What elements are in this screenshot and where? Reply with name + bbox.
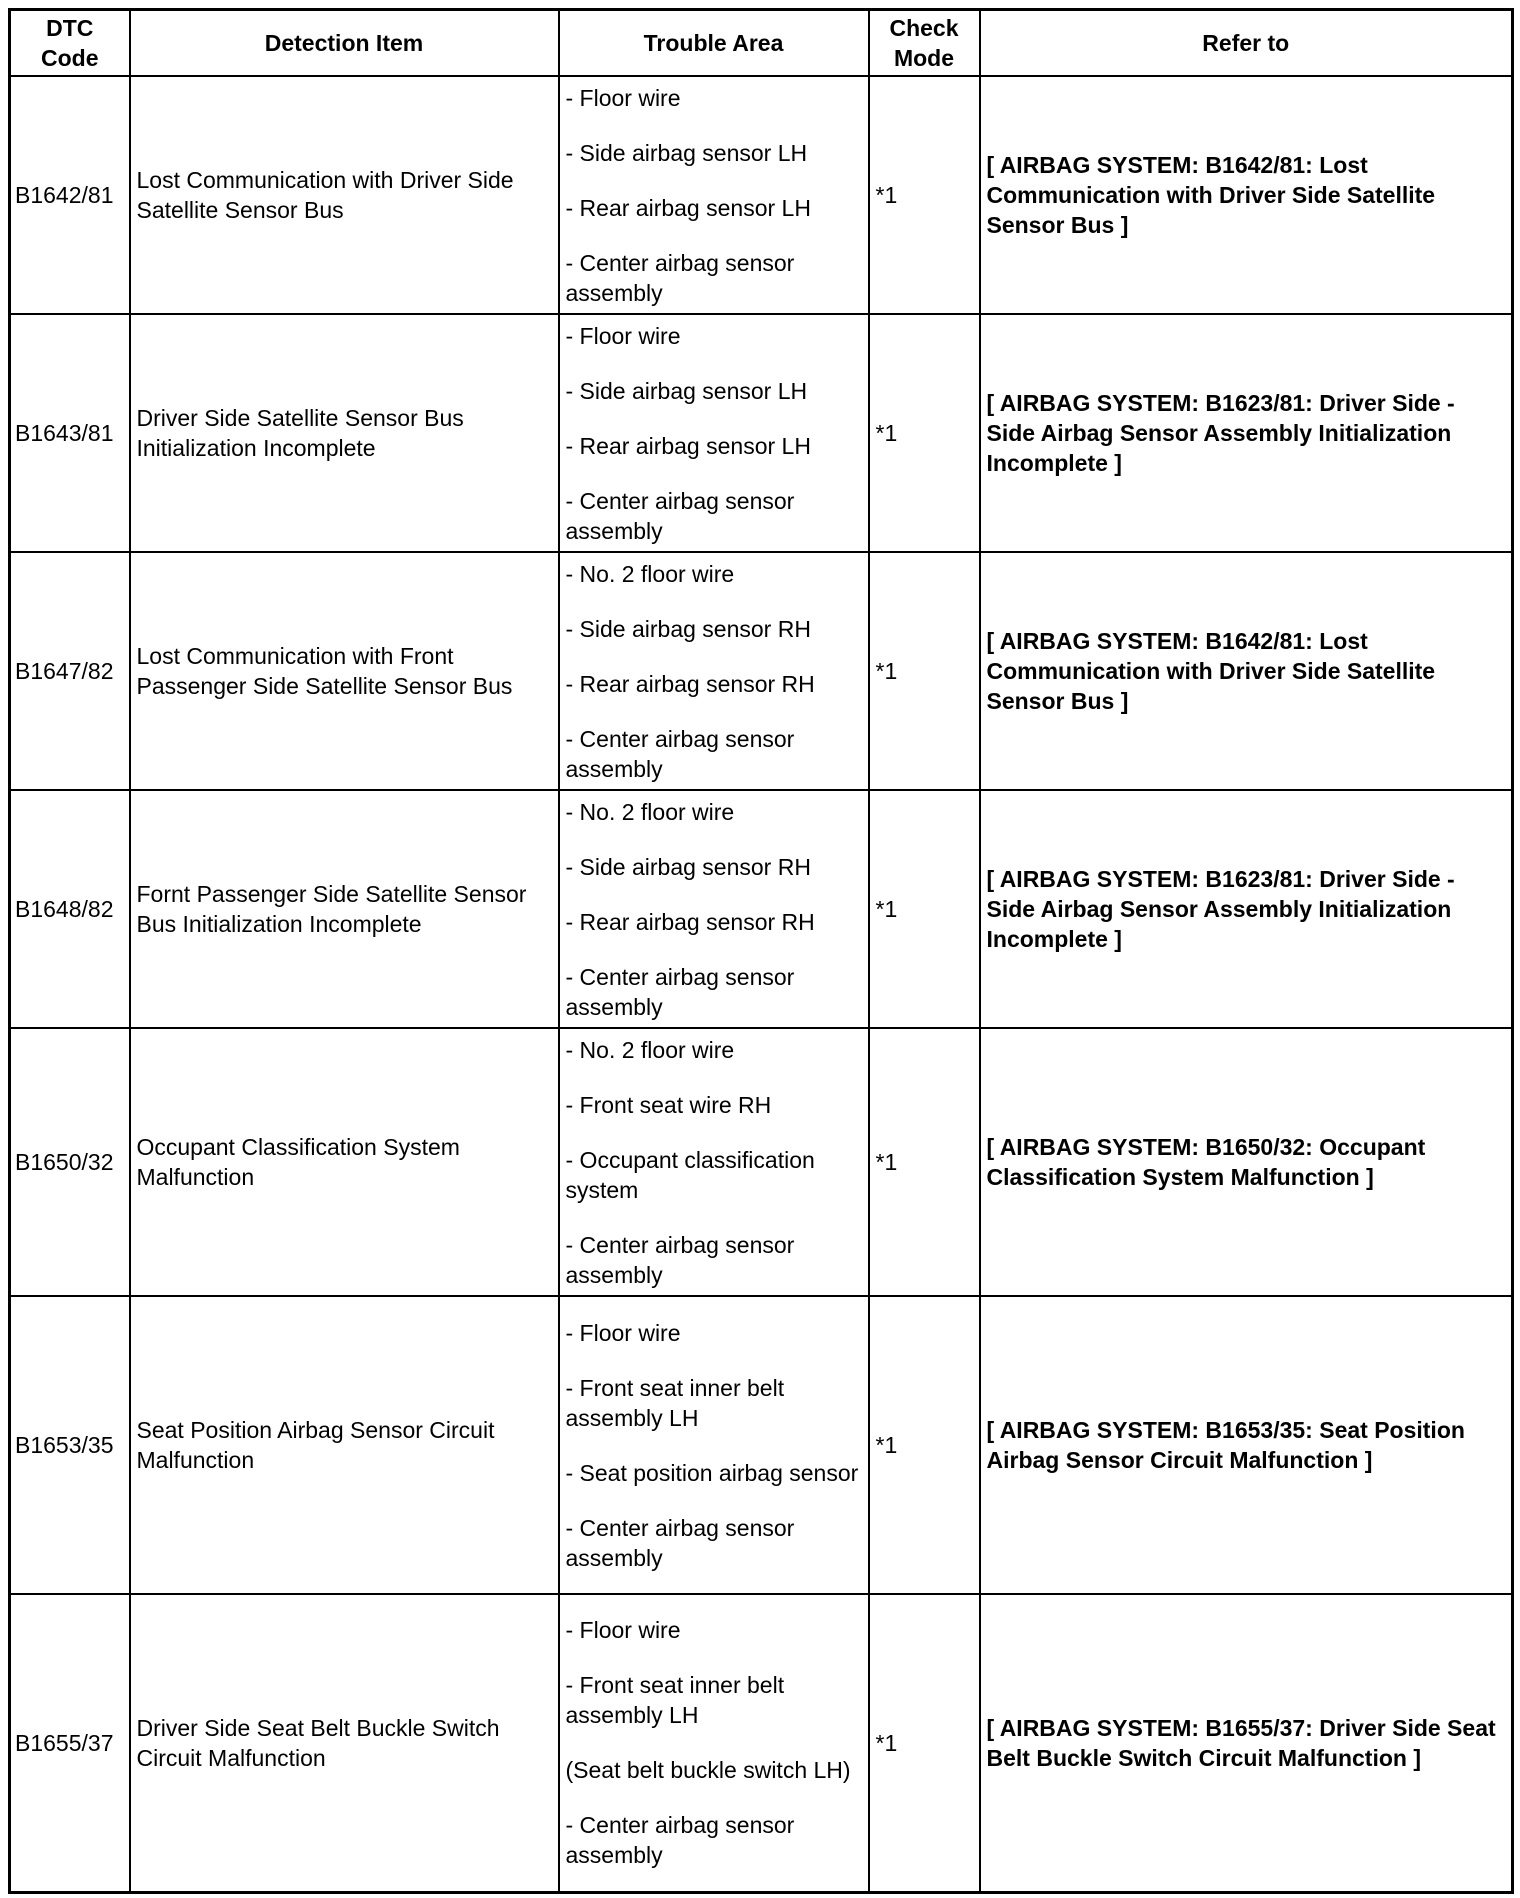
dtc-code-cell: B1647/82 <box>10 552 130 790</box>
detection-item-cell: Lost Communication with Front Passenger Side Satellite Sensor Bus <box>130 552 559 790</box>
trouble-area-item: - Floor wire <box>565 1319 681 1346</box>
trouble-area-item: - No. 2 floor wire <box>565 560 735 587</box>
trouble-area-item: - Center airbag sensor assembly <box>565 1231 795 1288</box>
trouble-area-cell <box>559 1028 869 1296</box>
header-refer-to: Refer to <box>980 10 1513 77</box>
refer-to-link[interactable]: [ AIRBAG SYSTEM: B1642/81: Lost Communication with Driver Side Satellite Sensor Bus ] <box>980 552 1513 790</box>
dtc-code-cell: B1643/81 <box>10 314 130 552</box>
trouble-area-item: - Side airbag sensor RH <box>565 615 811 642</box>
detection-item-cell: Lost Communication with Driver Side Satellite Sensor Bus <box>130 76 559 314</box>
dtc-code-cell: B1642/81 <box>10 76 130 314</box>
trouble-area-item: - Side airbag sensor RH <box>565 853 811 880</box>
table-row <box>10 1296 1513 1594</box>
trouble-area-cell <box>559 76 869 314</box>
trouble-area-item: - Floor wire <box>565 322 681 349</box>
header-detection-item: Detection Item <box>130 10 559 77</box>
trouble-area-item: - Side airbag sensor LH <box>565 377 808 404</box>
check-mode-cell: *1 <box>869 314 980 552</box>
table-row <box>10 76 1513 314</box>
table-header-row <box>10 10 1513 77</box>
trouble-area-cell <box>559 314 869 552</box>
detection-item-cell: Driver Side Satellite Sensor Bus Initialization Incomplete <box>130 314 559 552</box>
trouble-area-item: - Rear airbag sensor RH <box>565 908 815 935</box>
trouble-area-item: - Front seat inner belt assembly LH <box>565 1672 785 1729</box>
trouble-area-item: - Center airbag sensor assembly <box>565 963 795 1020</box>
table-row <box>10 552 1513 790</box>
trouble-area-item: - Rear airbag sensor LH <box>565 194 811 221</box>
dtc-code-cell: B1650/32 <box>10 1028 130 1296</box>
trouble-area-item: - Side airbag sensor LH <box>565 139 808 166</box>
detection-item-cell: Fornt Passenger Side Satellite Sensor Bus Initialization Incomplete <box>130 790 559 1028</box>
trouble-area-cell <box>559 552 869 790</box>
dtc-code-cell: B1655/37 <box>10 1594 130 1892</box>
trouble-area-item: - No. 2 floor wire <box>565 1036 735 1063</box>
check-mode-cell: *1 <box>869 790 980 1028</box>
refer-to-link[interactable]: [ AIRBAG SYSTEM: B1653/35: Seat Position Airbag Sensor Circuit Malfunction ] <box>980 1296 1513 1594</box>
trouble-area-item: - Center airbag sensor assembly <box>565 487 795 544</box>
detection-item-cell: Occupant Classification System Malfunction <box>130 1028 559 1296</box>
refer-to-link[interactable]: [ AIRBAG SYSTEM: B1655/37: Driver Side Seat Belt Buckle Switch Circuit Malfunction ] <box>980 1594 1513 1892</box>
check-mode-cell: *1 <box>869 1594 980 1892</box>
table-row <box>10 1594 1513 1892</box>
trouble-area-cell <box>559 1594 869 1892</box>
check-mode-cell: *1 <box>869 1296 980 1594</box>
refer-to-link[interactable]: [ AIRBAG SYSTEM: B1650/32: Occupant Classification System Malfunction ] <box>980 1028 1513 1296</box>
header-trouble-area: Trouble Area <box>559 10 869 77</box>
trouble-area-item: - Rear airbag sensor LH <box>565 432 811 459</box>
refer-to-link[interactable]: [ AIRBAG SYSTEM: B1623/81: Driver Side - Side Airbag Sensor Assembly Initialization Incomplete ] <box>980 790 1513 1028</box>
check-mode-cell: *1 <box>869 76 980 314</box>
trouble-area-item: - Floor wire <box>565 84 681 111</box>
trouble-area-cell <box>559 1296 869 1594</box>
detection-item-cell: Driver Side Seat Belt Buckle Switch Circuit Malfunction <box>130 1594 559 1892</box>
trouble-area-item: - Front seat inner belt assembly LH <box>565 1374 785 1431</box>
header-check-mode: Check Mode <box>869 10 980 77</box>
detection-item-cell: Seat Position Airbag Sensor Circuit Malfunction <box>130 1296 559 1594</box>
dtc-table <box>8 8 1514 1894</box>
trouble-area-item: - Center airbag sensor assembly <box>565 725 795 782</box>
table-row <box>10 790 1513 1028</box>
trouble-area-item: - Center airbag sensor assembly <box>565 1514 795 1571</box>
trouble-area-item: - Seat position airbag sensor <box>565 1459 859 1486</box>
check-mode-cell: *1 <box>869 552 980 790</box>
dtc-code-cell: B1648/82 <box>10 790 130 1028</box>
dtc-code-cell: B1653/35 <box>10 1296 130 1594</box>
trouble-area-item: - Front seat wire RH <box>565 1091 772 1118</box>
refer-to-link[interactable]: [ AIRBAG SYSTEM: B1642/81: Lost Communication with Driver Side Satellite Sensor Bus ] <box>980 76 1513 314</box>
trouble-area-item: - Center airbag sensor assembly <box>565 249 795 306</box>
header-dtc-code: DTC Code <box>10 10 130 77</box>
trouble-area-item: - Center airbag sensor assembly <box>565 1812 795 1869</box>
trouble-area-item: - Rear airbag sensor RH <box>565 670 815 697</box>
trouble-area-item: - Occupant classification system <box>565 1146 815 1203</box>
table-body <box>10 76 1513 1892</box>
refer-to-link[interactable]: [ AIRBAG SYSTEM: B1623/81: Driver Side - Side Airbag Sensor Assembly Initialization Incomplete ] <box>980 314 1513 552</box>
table-row <box>10 314 1513 552</box>
trouble-area-item: (Seat belt buckle switch LH) <box>565 1757 851 1784</box>
table-row <box>10 1028 1513 1296</box>
check-mode-cell: *1 <box>869 1028 980 1296</box>
trouble-area-cell <box>559 790 869 1028</box>
trouble-area-item: - Floor wire <box>565 1617 681 1644</box>
trouble-area-item: - No. 2 floor wire <box>565 798 735 825</box>
